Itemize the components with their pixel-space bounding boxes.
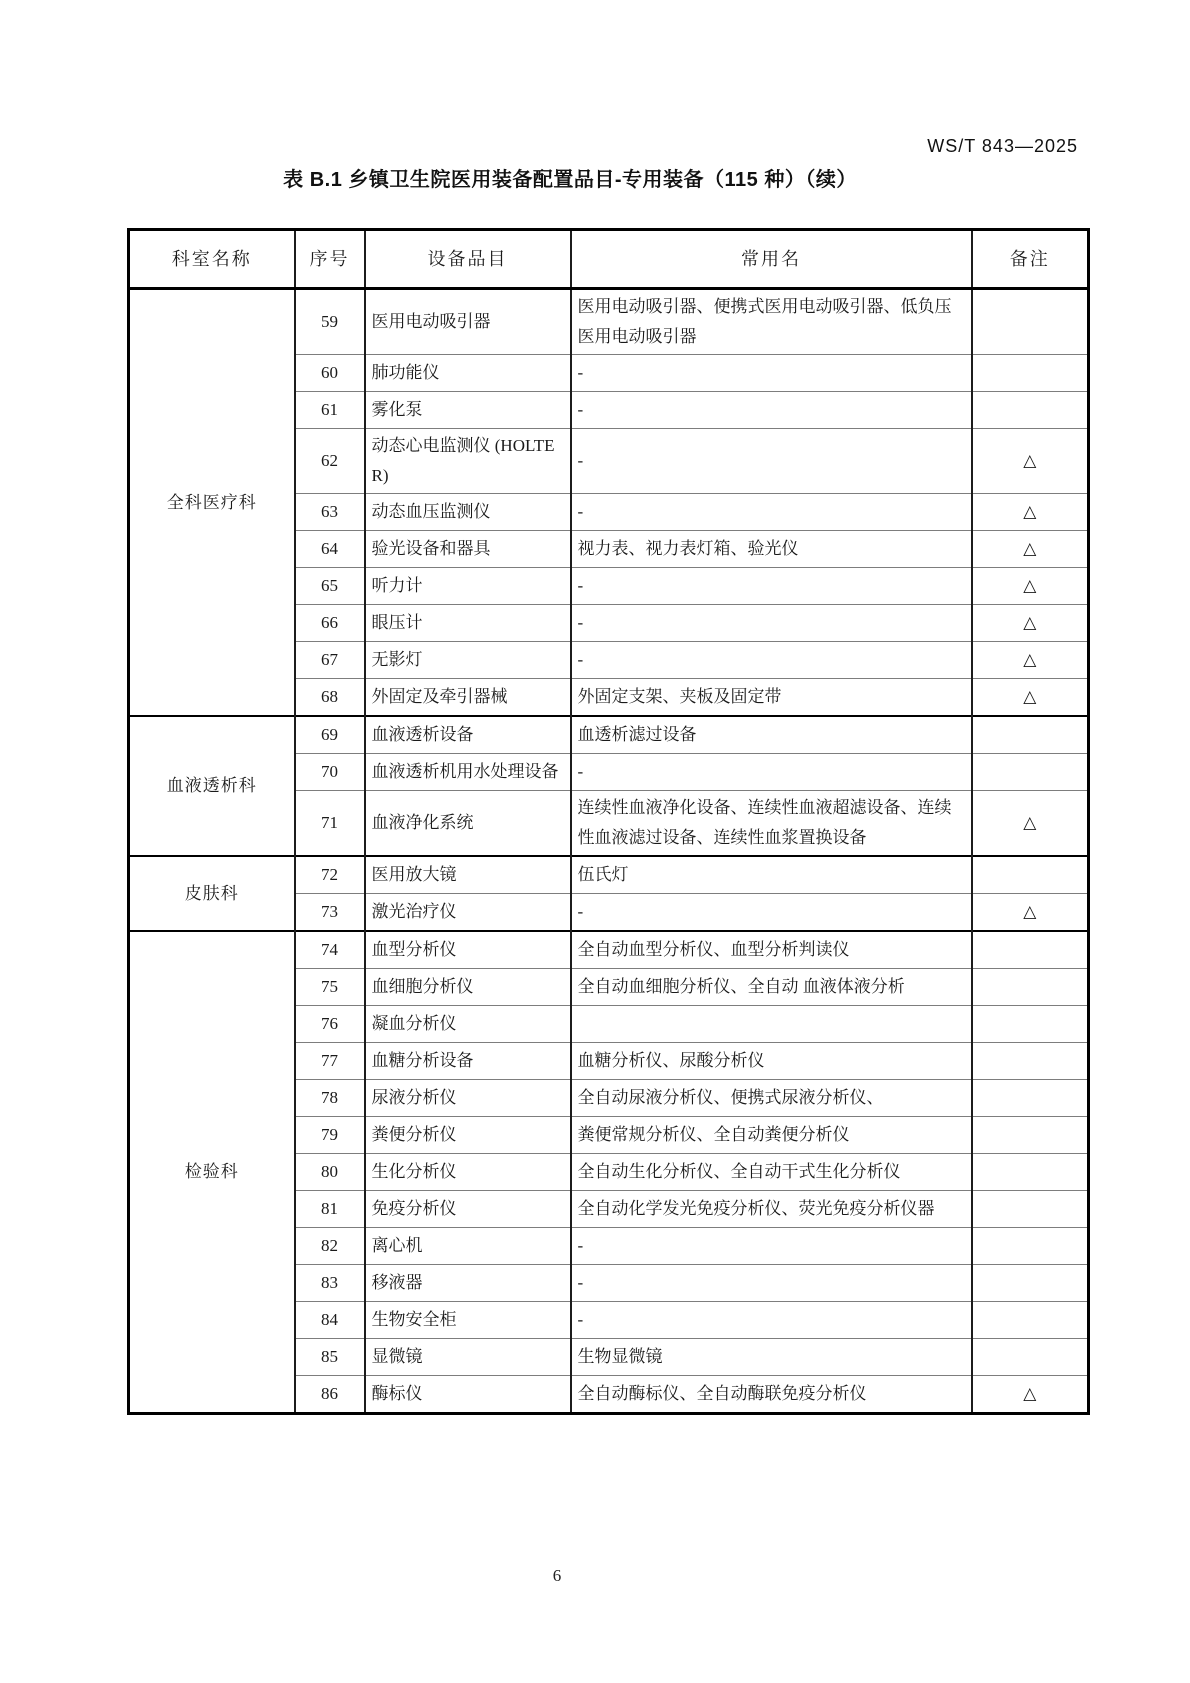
table-row — [129, 856, 1089, 894]
common-name-cell: - — [571, 754, 972, 791]
remark-cell: △ — [972, 568, 1089, 605]
common-name-cell: 生物显微镜 — [571, 1339, 972, 1376]
equipment-item-cell: 激光治疗仪 — [365, 894, 571, 932]
row-number-cell: 69 — [295, 716, 365, 754]
common-name-cell: 连续性血液净化设备、连续性血液超滤设备、连续性血液滤过设备、连续性血浆置换设备 — [571, 791, 972, 857]
row-number-cell: 84 — [295, 1302, 365, 1339]
page-number: 6 — [552, 1566, 562, 1585]
common-name-cell: 全自动血型分析仪、血型分析判读仪 — [571, 931, 972, 969]
equipment-item-cell: 凝血分析仪 — [365, 1006, 571, 1043]
remark-cell — [972, 1302, 1089, 1339]
equipment-item-cell: 尿液分析仪 — [365, 1080, 571, 1117]
doc-code: WS/T 843—2025 — [927, 136, 1078, 156]
department-cell: 检验科 — [129, 931, 295, 1414]
common-name-cell: 全自动酶标仪、全自动酶联免疫分析仪 — [571, 1376, 972, 1414]
remark-cell: △ — [972, 1376, 1089, 1414]
remark-cell — [972, 355, 1089, 392]
remark-cell: △ — [972, 494, 1089, 531]
equipment-item-cell: 血细胞分析仪 — [365, 969, 571, 1006]
equipment-item-cell: 血糖分析设备 — [365, 1043, 571, 1080]
remark-cell: △ — [972, 642, 1089, 679]
remark-cell — [972, 1080, 1089, 1117]
table-row — [129, 289, 1089, 355]
col-header-remark: 备注 — [972, 230, 1089, 289]
equipment-item-cell: 无影灯 — [365, 642, 571, 679]
common-name-cell: - — [571, 642, 972, 679]
common-name-cell: - — [571, 568, 972, 605]
common-name-cell: - — [571, 1265, 972, 1302]
equipment-item-cell: 听力计 — [365, 568, 571, 605]
col-header-department: 科室名称 — [129, 230, 295, 289]
row-number-cell: 77 — [295, 1043, 365, 1080]
remark-cell — [972, 1191, 1089, 1228]
equipment-item-cell: 雾化泵 — [365, 392, 571, 429]
common-name-cell: - — [571, 355, 972, 392]
row-number-cell: 61 — [295, 392, 365, 429]
equipment-item-cell: 生化分析仪 — [365, 1154, 571, 1191]
equipment-item-cell: 生物安全柜 — [365, 1302, 571, 1339]
common-name-cell: - — [571, 494, 972, 531]
common-name-cell: 外固定支架、夹板及固定带 — [571, 679, 972, 717]
common-name-cell: - — [571, 429, 972, 494]
remark-cell: △ — [972, 679, 1089, 717]
common-name-cell: - — [571, 1302, 972, 1339]
col-header-common-name: 常用名 — [571, 230, 972, 289]
equipment-item-cell: 血液透析机用水处理设备 — [365, 754, 571, 791]
remark-cell — [972, 716, 1089, 754]
row-number-cell: 70 — [295, 754, 365, 791]
remark-cell — [972, 1339, 1089, 1376]
row-number-cell: 59 — [295, 289, 365, 355]
equipment-item-cell: 血液净化系统 — [365, 791, 571, 857]
row-number-cell: 76 — [295, 1006, 365, 1043]
common-name-cell: 全自动化学发光免疫分析仪、荧光免疫分析仪器 — [571, 1191, 972, 1228]
remark-cell — [972, 1265, 1089, 1302]
row-number-cell: 82 — [295, 1228, 365, 1265]
row-number-cell: 80 — [295, 1154, 365, 1191]
equipment-item-cell: 粪便分析仪 — [365, 1117, 571, 1154]
common-name-cell: - — [571, 605, 972, 642]
equipment-item-cell: 肺功能仪 — [365, 355, 571, 392]
remark-cell: △ — [972, 429, 1089, 494]
table-title: 表 B.1 乡镇卫生院医用装备配置品目-专用装备（115 种）（续） — [283, 169, 857, 191]
remark-cell: △ — [972, 791, 1089, 857]
remark-cell — [972, 1006, 1089, 1043]
common-name-cell: - — [571, 1228, 972, 1265]
row-number-cell: 72 — [295, 856, 365, 894]
row-number-cell: 75 — [295, 969, 365, 1006]
remark-cell — [972, 1043, 1089, 1080]
common-name-cell: 伍氏灯 — [571, 856, 972, 894]
row-number-cell: 79 — [295, 1117, 365, 1154]
equipment-table — [127, 228, 1090, 1415]
remark-cell — [972, 1154, 1089, 1191]
table-row — [129, 716, 1089, 754]
common-name-cell: 视力表、视力表灯箱、验光仪 — [571, 531, 972, 568]
equipment-item-cell: 免疫分析仪 — [365, 1191, 571, 1228]
row-number-cell: 65 — [295, 568, 365, 605]
equipment-item-cell: 动态血压监测仪 — [365, 494, 571, 531]
row-number-cell: 83 — [295, 1265, 365, 1302]
row-number-cell: 63 — [295, 494, 365, 531]
equipment-item-cell: 显微镜 — [365, 1339, 571, 1376]
remark-cell: △ — [972, 894, 1089, 932]
table-body — [129, 289, 1089, 1414]
row-number-cell: 66 — [295, 605, 365, 642]
common-name-cell: 全自动血细胞分析仪、全自动 血液体液分析 — [571, 969, 972, 1006]
equipment-item-cell: 眼压计 — [365, 605, 571, 642]
table-row — [129, 931, 1089, 969]
remark-cell — [972, 392, 1089, 429]
department-cell: 全科医疗科 — [129, 289, 295, 717]
equipment-item-cell: 动态心电监测仪 (HOLTER) — [365, 429, 571, 494]
remark-cell — [972, 969, 1089, 1006]
remark-cell — [972, 289, 1089, 355]
equipment-item-cell: 外固定及牵引器械 — [365, 679, 571, 717]
common-name-cell: 血透析滤过设备 — [571, 716, 972, 754]
row-number-cell: 64 — [295, 531, 365, 568]
common-name-cell: 血糖分析仪、尿酸分析仪 — [571, 1043, 972, 1080]
common-name-cell: 全自动生化分析仪、全自动干式生化分析仪 — [571, 1154, 972, 1191]
common-name-cell — [571, 1006, 972, 1043]
remark-cell: △ — [972, 605, 1089, 642]
row-number-cell: 74 — [295, 931, 365, 969]
row-number-cell: 78 — [295, 1080, 365, 1117]
col-header-item: 设备品目 — [365, 230, 571, 289]
remark-cell — [972, 754, 1089, 791]
common-name-cell: 全自动尿液分析仪、便携式尿液分析仪、 — [571, 1080, 972, 1117]
common-name-cell: - — [571, 894, 972, 932]
row-number-cell: 68 — [295, 679, 365, 717]
row-number-cell: 60 — [295, 355, 365, 392]
equipment-item-cell: 离心机 — [365, 1228, 571, 1265]
common-name-cell: 粪便常规分析仪、全自动粪便分析仪 — [571, 1117, 972, 1154]
remark-cell — [972, 1117, 1089, 1154]
remark-cell — [972, 856, 1089, 894]
row-number-cell: 67 — [295, 642, 365, 679]
row-number-cell: 62 — [295, 429, 365, 494]
remark-cell: △ — [972, 531, 1089, 568]
equipment-item-cell: 医用放大镜 — [365, 856, 571, 894]
remark-cell — [972, 1228, 1089, 1265]
col-header-number: 序号 — [295, 230, 365, 289]
common-name-cell: 医用电动吸引器、便携式医用电动吸引器、低负压医用电动吸引器 — [571, 289, 972, 355]
equipment-item-cell: 血液透析设备 — [365, 716, 571, 754]
equipment-item-cell: 医用电动吸引器 — [365, 289, 571, 355]
table-header-row — [129, 230, 1089, 289]
department-cell: 皮肤科 — [129, 856, 295, 931]
department-cell: 血液透析科 — [129, 716, 295, 856]
row-number-cell: 71 — [295, 791, 365, 857]
equipment-item-cell: 酶标仪 — [365, 1376, 571, 1414]
equipment-item-cell: 移液器 — [365, 1265, 571, 1302]
row-number-cell: 86 — [295, 1376, 365, 1414]
common-name-cell: - — [571, 392, 972, 429]
equipment-item-cell: 血型分析仪 — [365, 931, 571, 969]
equipment-item-cell: 验光设备和器具 — [365, 531, 571, 568]
remark-cell — [972, 931, 1089, 969]
row-number-cell: 73 — [295, 894, 365, 932]
row-number-cell: 85 — [295, 1339, 365, 1376]
row-number-cell: 81 — [295, 1191, 365, 1228]
